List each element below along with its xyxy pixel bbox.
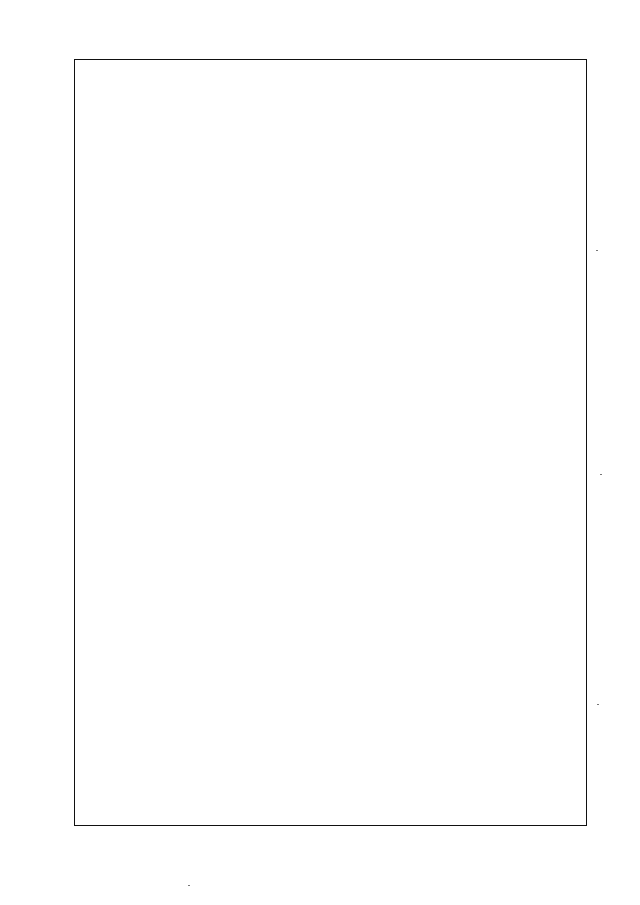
scan-speck: [600, 474, 602, 475]
staffing-table: [74, 59, 587, 826]
scan-speck: [596, 250, 598, 251]
scan-speck: [188, 885, 190, 886]
scan-speck: [597, 704, 599, 705]
